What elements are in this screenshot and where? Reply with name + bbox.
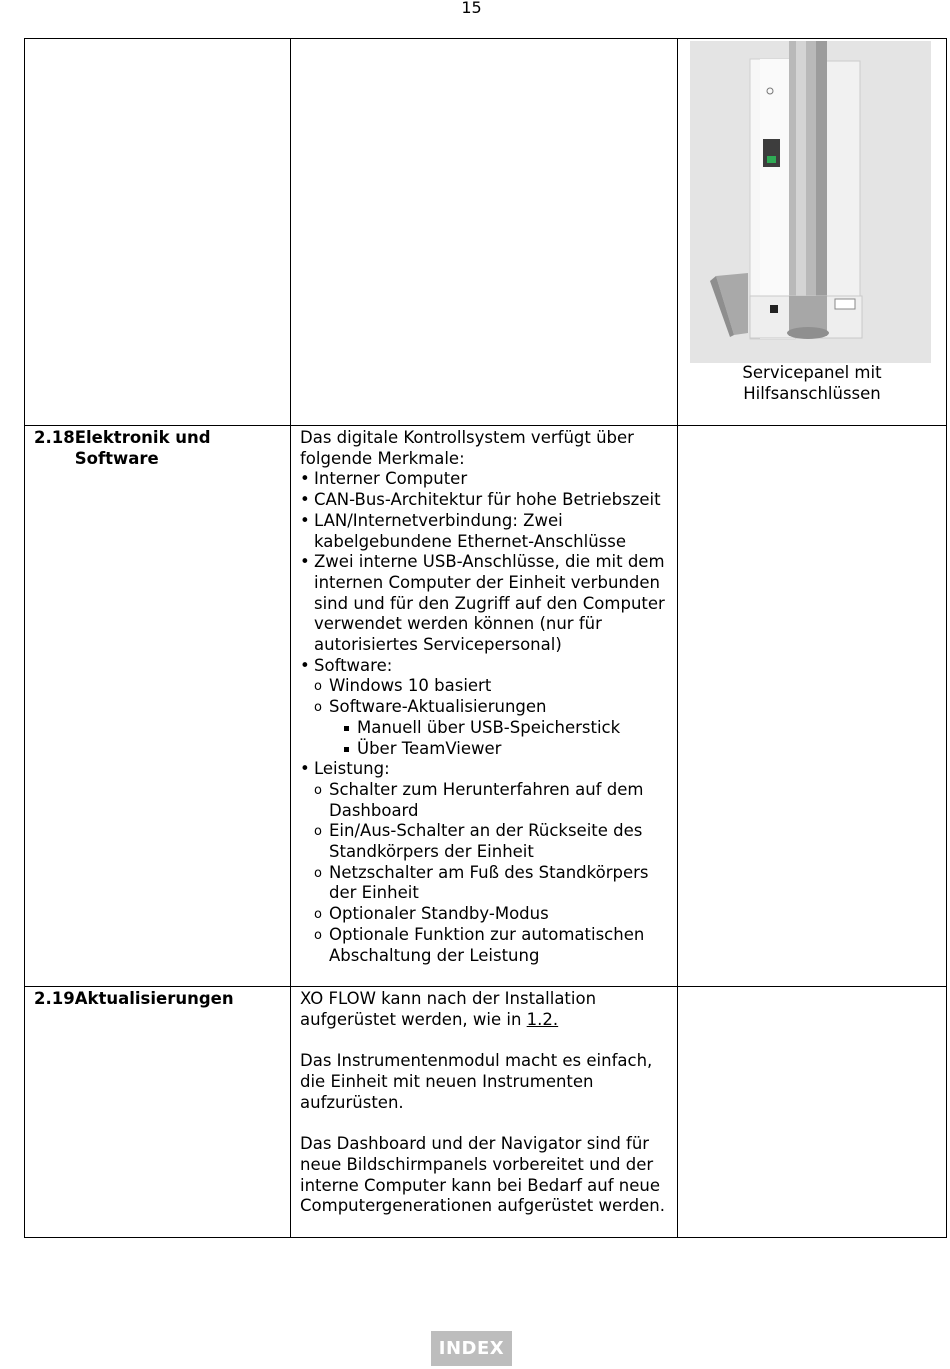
list-item: o Optionale Funktion zur automatischen Abschaltung der Leistung <box>314 925 668 966</box>
list-item: o Ein/Aus-Schalter an der Rückseite des Standkörpers der Einheit <box>314 821 668 862</box>
update-list <box>329 718 668 759</box>
list-item: o Optionaler Standby-Modus <box>314 904 668 925</box>
table-row <box>25 987 947 1238</box>
software-list <box>314 676 668 759</box>
list-item: o Windows 10 basiert <box>314 676 668 697</box>
list-item: o Netzschalter am Fuß des Standkörpers der Einheit <box>314 863 668 904</box>
list-item: • CAN-Bus-Architektur für hohe Betriebszeit <box>300 490 668 511</box>
intro-text: Das digitale Kontrollsystem verfügt über folgende Merkmale: <box>300 428 634 468</box>
content-cell <box>291 39 678 426</box>
paragraph: Das Instrumentenmodul macht es einfach, die Einheit mit neuen Instrumenten aufzurüsten. <box>300 1051 653 1112</box>
table-row <box>25 39 947 426</box>
list-item: Manuell über USB-Speicherstick <box>343 718 668 739</box>
power-list <box>314 780 668 966</box>
page-number: 15 <box>461 0 482 17</box>
feature-list <box>300 469 668 966</box>
list-item <box>314 697 668 759</box>
table-row <box>25 426 947 987</box>
list-item <box>300 656 668 760</box>
content-cell <box>291 987 678 1238</box>
list-item: • Interner Computer <box>300 469 668 490</box>
list-item: • LAN/Internetverbindung: Zwei kabelgebundene Ethernet-Anschlüsse <box>300 511 668 552</box>
list-item-label: Software: <box>314 655 393 675</box>
list-item <box>300 759 668 966</box>
index-button[interactable]: INDEX <box>431 1331 512 1366</box>
section-heading-2-19 <box>34 989 281 1010</box>
content-cell <box>291 426 678 987</box>
section-title: Aktualisierungen <box>74 989 234 1009</box>
heading-cell <box>25 987 291 1238</box>
spec-table <box>24 38 947 1238</box>
list-item: o Schalter zum Herunterfahren auf dem Dashboard <box>314 780 668 821</box>
section-title: Elektronik und Software <box>74 428 211 468</box>
empty-cell <box>678 426 947 987</box>
section-number: 2.18 <box>34 428 75 447</box>
image-caption: Servicepanel mit Hilfsanschlüssen <box>742 363 882 403</box>
section-number: 2.19 <box>34 989 75 1009</box>
empty-cell <box>678 987 947 1238</box>
section-heading-2-18 <box>34 428 281 469</box>
paragraph: Das Dashboard und der Navigator sind für neue Bildschirmpanels vorbereitet und der interne Computer kann bei Bedarf auf neue Computergenerationen aufgerüstet werden. <box>300 1134 665 1216</box>
paragraph-text: XO FLOW kann nach der Installation aufgerüstet werden, wie in <box>300 989 597 1029</box>
list-item: Über TeamViewer <box>343 739 668 760</box>
image-cell <box>678 39 947 426</box>
section-reference-link[interactable]: 1.2. <box>526 1009 559 1029</box>
heading-cell <box>25 39 291 426</box>
heading-cell <box>25 426 291 987</box>
list-item: • Zwei interne USB-Anschlüsse, die mit dem internen Computer der Einheit verbunden sind und für den Zugriff auf den Computer verwendet werden können (nur für autorisiertes Servicepersonal) <box>300 552 668 656</box>
service-panel-photo <box>690 41 931 363</box>
list-item-label: Leistung: <box>314 759 390 779</box>
list-item-label: Software-Aktualisierungen <box>329 697 547 717</box>
paragraph <box>300 989 668 1030</box>
